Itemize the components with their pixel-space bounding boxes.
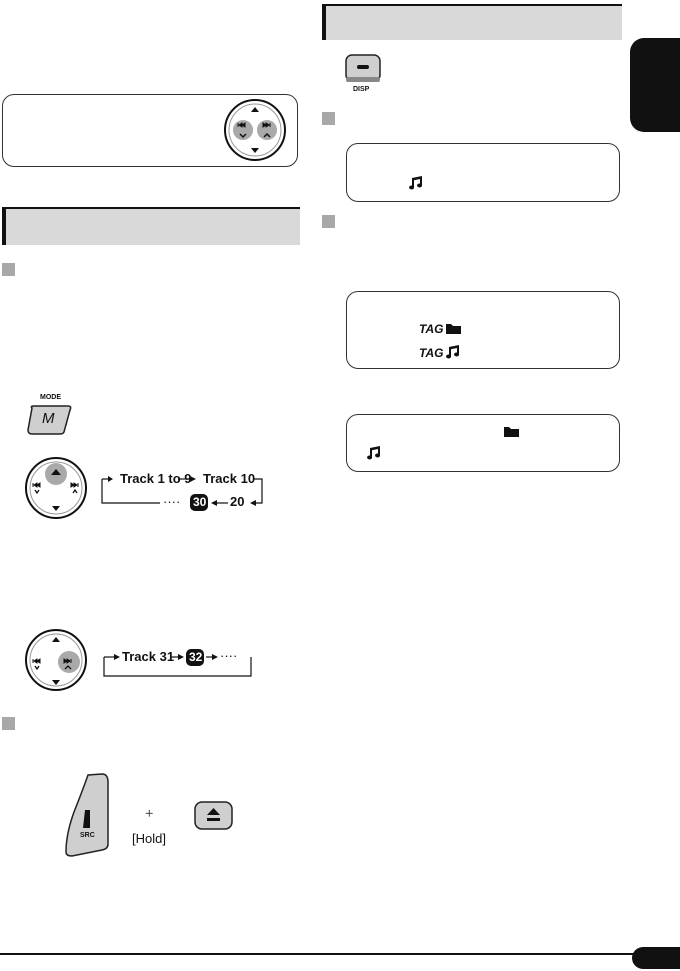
section-header-right xyxy=(322,4,622,40)
page-number-tab xyxy=(632,947,680,969)
mode-button-face: M xyxy=(42,410,55,427)
step-marker-left-1 xyxy=(2,263,15,276)
mode-button[interactable] xyxy=(26,404,74,436)
flow1-dots: ···· xyxy=(163,494,181,509)
step-marker-1 xyxy=(322,112,335,125)
flow1-track-c: 20 xyxy=(230,494,245,509)
flow1-badge: 30 xyxy=(193,495,207,509)
folder-icon xyxy=(503,425,521,438)
footer-rule xyxy=(0,953,680,955)
disp-button-icon xyxy=(344,54,384,84)
mode-caption: MODE xyxy=(40,394,61,401)
flow1-track-b: Track 10 xyxy=(203,471,256,486)
eject-icon xyxy=(193,801,235,831)
language-tab xyxy=(630,38,680,132)
src-button[interactable] xyxy=(62,772,112,858)
music-note-icon xyxy=(408,176,424,190)
control-dial-up-icon[interactable] xyxy=(23,456,89,520)
tag-label-2: TAG xyxy=(419,346,444,360)
display-box-1 xyxy=(346,143,620,202)
src-label: SRC xyxy=(80,832,95,839)
flow2-badge: 32 xyxy=(189,650,203,664)
hold-label: [Hold] xyxy=(132,831,166,846)
control-dial-icon[interactable] xyxy=(222,98,288,162)
flow2-track-a: Track 31 xyxy=(122,649,175,664)
display-box-2 xyxy=(346,291,620,369)
disp-button[interactable] xyxy=(344,54,384,84)
music-note-icon xyxy=(445,345,461,360)
section-header-left xyxy=(2,207,300,245)
music-note-icon xyxy=(366,446,382,461)
flow1-track-a: Track 1 to 9 xyxy=(120,471,192,486)
flow2-dots: ···· xyxy=(220,648,238,663)
disp-label: DISP xyxy=(353,86,370,93)
eject-button[interactable] xyxy=(193,801,235,831)
step-marker-left-2 xyxy=(2,717,15,730)
display-box-3 xyxy=(346,414,620,472)
control-dial-box xyxy=(2,94,298,167)
folder-icon xyxy=(445,322,463,335)
control-dial-next-icon[interactable] xyxy=(23,628,89,692)
tag-label-1: TAG xyxy=(419,322,444,336)
step-marker-2 xyxy=(322,215,335,228)
src-button-shape xyxy=(62,772,112,858)
plus-sign: + xyxy=(145,806,154,822)
